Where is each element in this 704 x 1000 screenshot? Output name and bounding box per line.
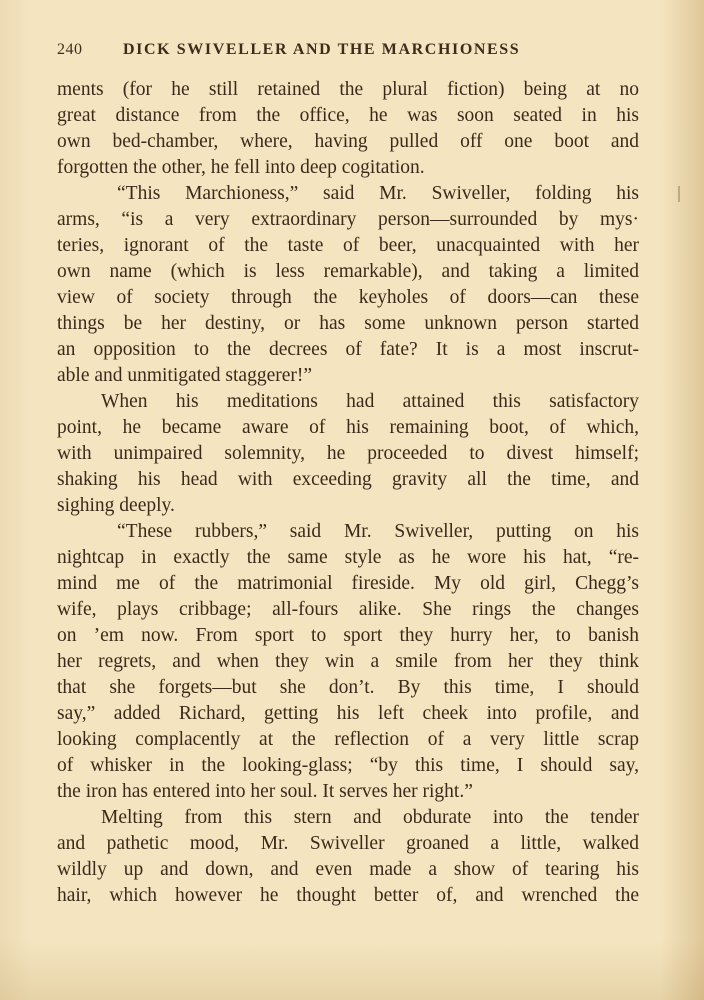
text-line: “This Marchioness,” said Mr. Swiveller, folding his [117, 183, 639, 204]
text-line: forgotten the other, he fell into deep cogitation. [57, 157, 425, 178]
text-line: things be her destiny, or has some unknown person started [57, 313, 639, 334]
text-line: point, he became aware of his remaining boot, of which, [57, 417, 639, 438]
text-line: own name (which is less remarkable), and taking a limited [57, 261, 639, 282]
text-line: nightcap in exactly the same style as he wore his hat, “re- [57, 547, 639, 568]
text-line: of whisker in the looking-glass; “by this time, I should say, [57, 755, 639, 776]
running-head: DICK SWIVELLER AND THE MARCHIONESS [123, 41, 521, 58]
text-line: the iron has entered into her soul. It serves her right.” [57, 781, 473, 802]
text-line: her regrets, and when they win a smile from her they think [57, 651, 639, 672]
text-line: on ’em now. From sport to sport they hurry her, to banish [57, 625, 639, 646]
text-line: view of society through the keyholes of doors—can these [57, 287, 639, 308]
text-line: great distance from the office, he was soon seated in his [57, 105, 639, 126]
text-line: own bed-chamber, where, having pulled off one boot and [57, 131, 639, 152]
text-line: “These rubbers,” said Mr. Swiveller, putting on his [117, 521, 639, 542]
text-line: say,” added Richard, getting his left cheek into profile, and [57, 703, 639, 724]
text-line: that she forgets—but she don’t. By this time, I should [57, 677, 639, 698]
text-line: wife, plays cribbage; all-fours alike. She rings the changes [57, 599, 639, 620]
body-text [57, 77, 639, 909]
text-line: wildly up and down, and even made a show of tearing his [57, 859, 639, 880]
text-line: an opposition to the decrees of fate? It is a most inscrut- [57, 339, 639, 360]
margin-mark [678, 186, 680, 202]
text-line: Melting from this stern and obdurate into the tender [101, 807, 639, 828]
text-line: When his meditations had attained this satisfactory [101, 391, 639, 412]
text-line: hair, which however he thought better of, and wrenched the [57, 885, 639, 906]
text-line: with unimpaired solemnity, he proceeded to divest himself; [57, 443, 639, 464]
text-line: able and unmitigated staggerer!” [57, 365, 313, 386]
text-line: and pathetic mood, Mr. Swiveller groaned a little, walked [57, 833, 639, 854]
text-line: mind me of the matrimonial fireside. My old girl, Chegg’s [57, 573, 639, 594]
text-line: arms, “is a very extraordinary person—surrounded by mys· [57, 209, 639, 230]
text-line: ments (for he still retained the plural fiction) being at no [57, 79, 639, 100]
text-line: sighing deeply. [57, 495, 175, 516]
text-line: looking complacently at the reflection of a very little scrap [57, 729, 639, 750]
page-number: 240 [57, 41, 83, 58]
page-header [57, 41, 639, 65]
text-line: teries, ignorant of the taste of beer, unacquainted with her [57, 235, 639, 256]
text-line: shaking his head with exceeding gravity all the time, and [57, 469, 639, 490]
